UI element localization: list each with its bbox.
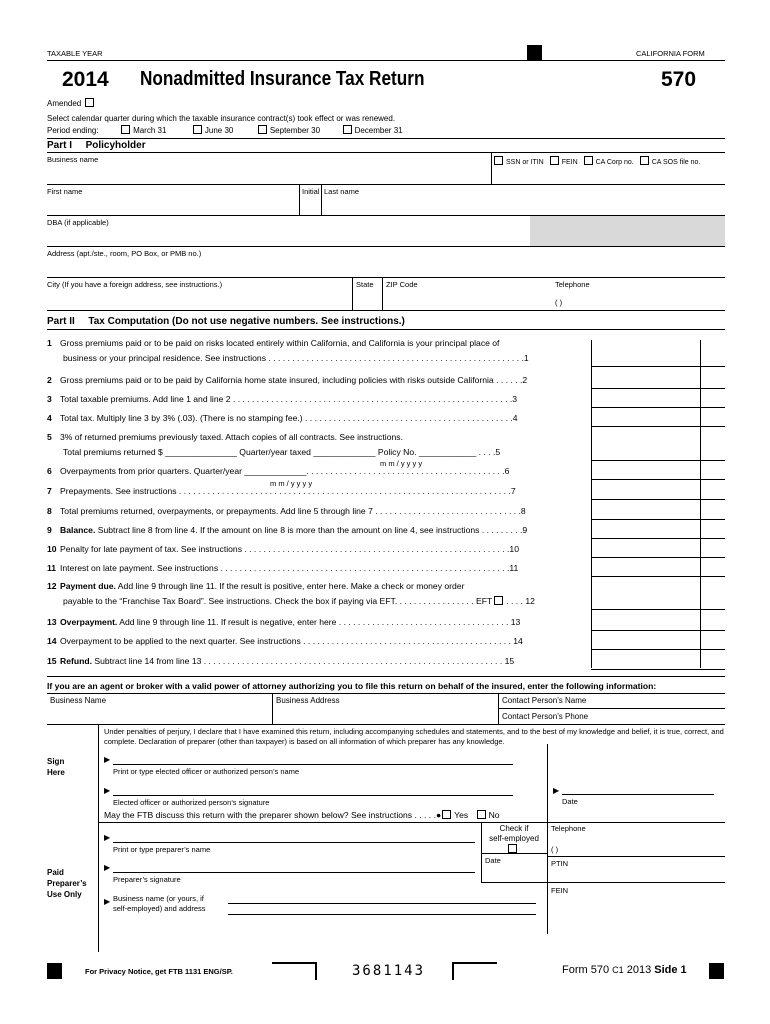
line-2-amount-field[interactable]	[592, 375, 725, 388]
dba-label: DBA (if applicable)	[47, 218, 109, 227]
line-text: Total tax. Multiply line 3 by 3% (.03). (There is no stamping fee.) . . . . . . . . . . . . . . . . . . . . . . . . . . . . . . . . . . . . . . . . . . . .4	[60, 413, 518, 423]
ssn-label: SSN or ITIN	[506, 159, 544, 166]
part1-label: Part I	[47, 140, 73, 151]
line-text: Overpayment to be applied to the next quarter. See instructions . . . . . . . . . . . . . . . . . . . . . . . . . . . . . . . . . . . . . . . . . . . . 14	[60, 636, 523, 646]
ca-sos-checkbox[interactable]	[640, 156, 649, 165]
quarter-june-label: June 30	[204, 126, 234, 135]
line-number: 1	[47, 338, 52, 348]
line-text: Penalty for late payment of tax. See instructions . . . . . . . . . . . . . . . . . . . . . . . . . . . . . . . . . . . . . . . . . . . . . . . . . . . . . . . .10	[60, 544, 519, 554]
line-13-amount-field[interactable]	[592, 617, 725, 630]
discuss-yes-checkbox[interactable]	[442, 810, 451, 819]
business-name-address-label	[113, 894, 206, 914]
privacy-notice: For Privacy Notice, get FTB 1131 ENG/SP.	[85, 967, 233, 976]
ca-sos-label: CA SOS file no.	[651, 159, 701, 166]
agent-business-address-field[interactable]	[276, 706, 494, 722]
tax-line-10	[47, 544, 519, 554]
arrow-icon: ▶	[104, 863, 111, 872]
last-name-label: Last name	[324, 187, 360, 196]
line-number: 10	[47, 544, 57, 554]
line-text-cont: business or your principal residence. See instructions . . . . . . . . . . . . . . . . . . . . . . . . . . . . . . . . . . . . . . . . . . . . . . . . . . . . . .1	[63, 353, 529, 363]
line-1-amount-field[interactable]	[592, 353, 725, 366]
no-label: No	[488, 810, 500, 820]
fein-label: FEIN	[561, 159, 578, 166]
discuss-no-checkbox[interactable]	[477, 810, 486, 819]
agent-business-name-field[interactable]	[50, 706, 268, 722]
quarter-september-label: September 30	[269, 126, 321, 135]
line-4-amount-field[interactable]	[592, 413, 725, 426]
yes-label: Yes	[454, 810, 469, 820]
scan-bracket-right	[452, 962, 497, 980]
business-name-address-line2: self-employed) and address	[113, 904, 206, 913]
scan-bracket-left	[272, 962, 317, 980]
line-number: 15	[47, 656, 57, 666]
quarter-march-checkbox[interactable]	[121, 125, 130, 134]
address-field[interactable]	[47, 259, 723, 277]
tax-line-13	[47, 617, 520, 627]
tax-line-4	[47, 413, 518, 423]
line-12-amount-field[interactable]	[592, 596, 725, 609]
tax-line-3	[47, 394, 517, 404]
tax-year: 2014	[62, 68, 109, 91]
line-10-amount-field[interactable]	[592, 544, 725, 557]
first-name-field[interactable]	[47, 196, 297, 214]
registration-mark	[709, 963, 724, 979]
line-number: 9	[47, 525, 52, 535]
registration-mark	[527, 45, 542, 61]
last-name-field[interactable]	[323, 196, 723, 214]
line-number: 12	[47, 581, 57, 591]
quarter-december-checkbox[interactable]	[343, 125, 352, 134]
preparers-label: Preparer’s	[47, 879, 87, 888]
tax-line-9	[47, 525, 527, 535]
city-field[interactable]	[47, 290, 350, 308]
shaded-area	[530, 216, 725, 246]
paid-label: Paid	[47, 868, 64, 877]
form-c1: C1	[612, 965, 624, 975]
amended-label: Amended	[47, 99, 82, 108]
state-label: State	[356, 280, 374, 289]
self-employed-checkbox[interactable]	[508, 844, 517, 853]
line-text: Refund. Subtract line 14 from line 13 . . . . . . . . . . . . . . . . . . . . . . . . . . . . . . . . . . . . . . . . . . . . . . . . . . . . . . . . . . . . . . . 15	[60, 656, 515, 666]
registration-mark	[47, 963, 62, 979]
tax-line-12	[47, 581, 464, 591]
check-if-label: Check if	[499, 824, 529, 833]
agent-business-address-label: Business Address	[276, 696, 340, 705]
line-tail: . . . . 12	[506, 596, 535, 606]
officer-signature-label: Elected officer or authorized person’s signature	[113, 798, 270, 807]
self-employed-label: self-employed	[489, 834, 539, 843]
tax-line-1	[47, 338, 499, 348]
agent-business-name-label: Business Name	[50, 696, 107, 705]
line-number: 3	[47, 394, 52, 404]
telephone-field[interactable]	[575, 290, 723, 308]
business-name-address-line1: Business name (or yours, if	[113, 894, 204, 903]
select-quarter-text: Select calendar quarter during which the taxable insurance contract(s) took effect or was renewed.	[47, 114, 396, 123]
line-text-cont: payable to the “Franchise Tax Board”. See instructions. Check the box if paying via EFT. . . . . . . . . . . . . . . . . EFT	[63, 596, 493, 606]
ssn-checkbox[interactable]	[494, 156, 503, 165]
sign-date-label: Date	[562, 797, 578, 806]
line-number: 8	[47, 506, 52, 516]
tax-line-7	[47, 486, 516, 496]
agent-heading: If you are an agent or broker with a valid power of attorney authorizing you to file this return on behalf of the insured, enter the following information:	[47, 681, 657, 691]
part2-heading	[47, 316, 405, 327]
amount-rule	[591, 479, 725, 480]
quarter-december-label: December 31	[354, 126, 403, 135]
amended-checkbox[interactable]	[85, 98, 94, 107]
form-id: Form 570	[562, 964, 610, 976]
form-year: 2013	[626, 964, 652, 976]
tax-line-1-cont	[63, 353, 529, 363]
telephone-label: Telephone	[555, 280, 590, 289]
line-text: Overpayment. Add line 9 through line 11. If result is negative, enter here . . . . . . . . . . . . . . . . . . . . . . . . . . . . . . . . . . . . 13	[60, 617, 521, 627]
arrow-icon: ▶	[553, 786, 560, 795]
part2-label: Part II	[47, 316, 75, 327]
print-preparer-label: Print or type preparer’s name	[113, 845, 211, 854]
amount-rule	[591, 669, 725, 670]
page-title: Nonadmitted Insurance Tax Return	[140, 68, 425, 90]
amount-rule	[591, 576, 725, 577]
amount-rule	[591, 519, 725, 520]
form-code: 3681143	[352, 963, 426, 979]
eft-checkbox[interactable]	[494, 596, 503, 605]
line-text: Payment due. Add line 9 through line 11. If the result is positive, enter here. Make a check or money order	[60, 581, 465, 591]
self-employed-box	[481, 824, 547, 855]
quarter-march-label: March 31	[133, 126, 167, 135]
line-text: Total taxable premiums. Add line 1 and line 2 . . . . . . . . . . . . . . . . . . . . . . . . . . . . . . . . . . . . . . . . . . . . . . . . . . . . . . . . . . .3	[60, 394, 518, 404]
date-format-text: m m / y y y y	[380, 459, 423, 468]
arrow-icon: ▶	[104, 755, 111, 764]
line-9-amount-field[interactable]	[592, 525, 725, 538]
quarter-september-checkbox[interactable]	[258, 125, 267, 134]
line-number: 4	[47, 413, 52, 423]
line-text: Prepayments. See instructions . . . . . . . . . . . . . . . . . . . . . . . . . . . . . . . . . . . . . . . . . . . . . . . . . . . . . . . . . . . . . . . . . . . . . .7	[60, 486, 516, 496]
officer-signature-field[interactable]	[113, 783, 513, 795]
quarter-june-checkbox[interactable]	[193, 125, 202, 134]
line-number: 13	[47, 617, 57, 627]
line-text: Total premiums returned, overpayments, or prepayments. Add line 5 through line 7 . . . . . . . . . . . . . . . . . . . . . . . . . . . . . . .8	[60, 506, 526, 516]
bullet-icon: ●	[435, 810, 442, 820]
tax-line-5-cont	[63, 447, 500, 457]
line-text-cont: Total premiums returned $ _______________ Quarter/year taxed _____________ Policy No. ____________ . . . .5	[63, 447, 501, 457]
arrow-icon: ▶	[104, 897, 111, 906]
fein-checkbox[interactable]	[550, 156, 559, 165]
state-field[interactable]	[354, 290, 381, 308]
contact-name-label: Contact Person’s Name	[502, 696, 587, 705]
taxable-year-label: TAXABLE YEAR	[47, 49, 103, 58]
amount-rule	[591, 649, 725, 650]
amount-rule	[591, 460, 725, 461]
line-text: Overpayments from prior quarters. Quarter/year _____________. . . . . . . . . . . . . . . . . . . . . . . . . . . . . . . . . . . . . . . . . .6	[60, 466, 510, 476]
amount-rule	[591, 407, 725, 408]
line-text: 3% of returned premiums previously taxed. Attach copies of all contracts. See instructions.	[60, 432, 403, 442]
preparer-business-field[interactable]	[228, 892, 536, 914]
part2-title: Tax Computation (Do not use negative numbers. See instructions.)	[88, 316, 405, 327]
ptin-field[interactable]	[551, 868, 721, 882]
line-number: 2	[47, 375, 52, 385]
discuss-question: May the FTB discuss this return with the preparer shown below? See instructions . . . . .	[104, 810, 436, 820]
preparer-name-field[interactable]	[113, 830, 475, 842]
ca-corp-label: CA Corp no.	[595, 159, 634, 166]
tax-line-14	[47, 636, 523, 646]
zip-label: ZIP Code	[386, 280, 418, 289]
zip-field[interactable]	[384, 290, 544, 308]
line-number: 6	[47, 466, 52, 476]
line-15-amount-field[interactable]	[592, 656, 725, 669]
fein-label: FEIN	[551, 886, 569, 895]
tax-line-6	[47, 466, 509, 476]
period-ending-row	[47, 125, 403, 135]
amount-rule	[591, 630, 725, 631]
arrow-icon: ▶	[104, 786, 111, 795]
amount-rule	[591, 499, 725, 500]
telephone-paren: ( )	[555, 298, 563, 307]
amount-rule	[591, 557, 725, 558]
initial-field[interactable]	[300, 196, 320, 214]
preparer-telephone-paren: ( )	[551, 845, 559, 854]
id-type-options	[494, 156, 700, 166]
preparer-telephone-label: Telephone	[551, 824, 586, 833]
dba-field[interactable]	[47, 228, 527, 246]
officer-name-field[interactable]	[113, 752, 513, 764]
part1-title: Policyholder	[85, 140, 146, 151]
business-name-field[interactable]	[47, 164, 487, 184]
tax-line-2	[47, 375, 527, 385]
initial-label: Initial	[302, 187, 320, 196]
line-number: 14	[47, 636, 57, 646]
date-format-text: m m / y y y y	[270, 479, 313, 488]
amount-rule	[591, 426, 725, 427]
preparer-signature-field[interactable]	[113, 860, 475, 872]
line-8-amount-field[interactable]	[592, 506, 725, 519]
amount-rule	[591, 388, 725, 389]
line-number: 11	[47, 563, 57, 573]
line-text: Balance. Subtract line 8 from line 4. If the amount on line 8 is more than the amount on line 4, see instructions . . . . . . . . .9	[60, 525, 528, 535]
amount-rule	[591, 366, 725, 367]
tax-line-11	[47, 563, 518, 573]
preparer-signature-label: Preparer’s signature	[113, 875, 181, 884]
form-number: 570	[661, 68, 697, 91]
ptin-label: PTIN	[551, 859, 569, 868]
line-number: 5	[47, 432, 52, 442]
line-number: 7	[47, 486, 52, 496]
tax-line-5	[47, 432, 403, 442]
line-text: Interest on late payment. See instructions . . . . . . . . . . . . . . . . . . . . . . . . . . . . . . . . . . . . . . . . . . . . . . . . . . . . . . . . . . . . .11	[60, 563, 519, 573]
sign-date-field[interactable]	[562, 782, 714, 794]
amount-rule	[591, 538, 725, 539]
discuss-row	[104, 810, 500, 820]
tax-line-12-cont	[63, 596, 535, 606]
form-side: Side 1	[654, 964, 687, 976]
line-3-amount-field[interactable]	[592, 394, 725, 407]
form-label: CALIFORNIA FORM	[636, 49, 705, 58]
line-text: Gross premiums paid or to be paid on risks located entirely within California, and California is your principal place of	[60, 338, 500, 348]
print-officer-label: Print or type elected officer or authorized person’s name	[113, 767, 300, 776]
amended-row	[47, 98, 97, 108]
line-11-amount-field[interactable]	[592, 563, 725, 576]
first-name-label: First name	[47, 187, 83, 196]
tax-line-15	[47, 656, 514, 666]
amount-rule	[591, 609, 725, 610]
line-7-amount-field[interactable]	[592, 486, 725, 499]
city-label: City (If you have a foreign address, see instructions.)	[47, 280, 223, 289]
fein-field[interactable]	[551, 896, 721, 910]
line-6-amount-field[interactable]	[592, 466, 725, 479]
use-only-label: Use Only	[47, 890, 82, 899]
line-5-amount-field[interactable]	[592, 447, 725, 460]
tax-line-8	[47, 506, 526, 516]
preparer-date-label: Date	[485, 856, 501, 865]
perjury-statement: Under penalties of perjury, I declare that I have examined this return, including accompanying schedules and statements, and to the best of my knowledge and belief, it is true, correct, and complete. Declaration of preparer (other than taxpayer) is based on all information of which preparer has any knowledge.	[104, 727, 724, 746]
part1-heading	[47, 140, 146, 151]
period-ending-label: Period ending:	[47, 126, 99, 135]
line-14-amount-field[interactable]	[592, 636, 725, 649]
business-name-label: Business name	[47, 155, 99, 164]
contact-phone-label: Contact Person’s Phone	[502, 712, 589, 721]
paid-preparer-label	[47, 867, 87, 900]
sign-label: Sign	[47, 757, 65, 766]
address-label: Address (apt./ste., room, PO Box, or PMB no.)	[47, 249, 202, 258]
form-id-footer	[562, 964, 687, 976]
ca-corp-checkbox[interactable]	[584, 156, 593, 165]
sign-here-label	[47, 756, 65, 778]
here-label: Here	[47, 768, 65, 777]
arrow-icon: ▶	[104, 833, 111, 842]
line-text: Gross premiums paid or to be paid by California home state insured, including policies with risks outside California . . . . . .2	[60, 375, 528, 385]
